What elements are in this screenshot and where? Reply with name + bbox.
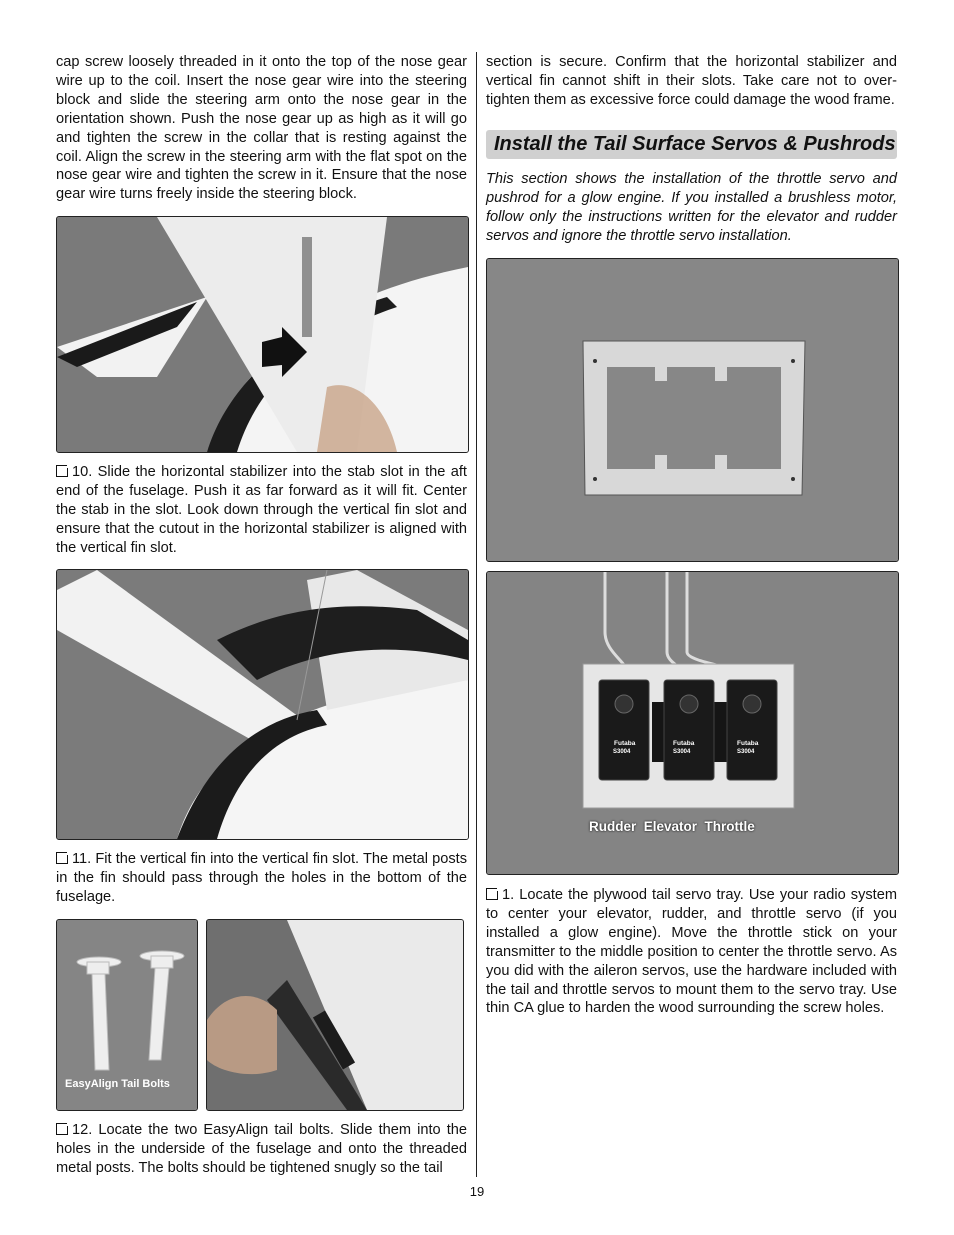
bolt-install-photo: [206, 919, 464, 1111]
column-divider: [476, 52, 477, 1177]
servo-model-label-2: S3004: [673, 749, 691, 755]
step-1: [486, 886, 897, 1018]
servo-tray-photo: [486, 258, 899, 562]
step-10-text: 10. Slide the horizontal stabilizer into the stab slot in the aft end of the fuselage. Push it as far forward as it will fit. Center the stab in the slot. Look down through the vertical fin slot and ensure that the cutout in the horizontal stabilizer is aligned with the vertical fin slot.: [56, 464, 467, 556]
servo-brand-label-3: Futaba: [737, 740, 759, 747]
intro-paragraph: cap screw loosely threaded in it onto the top of the nose gear wire up to the coil. Insert the nose gear wire into the steering block and slide the steering arm onto the nose gear in the orientation shown. Push the nose gear up as high as it will go and tighten the screw in the collar that is resting against the coil. Align the screw in the steering arm with the flat spot on the nose gear wire and tighten the screw in it. Ensure that the nose gear wire turns freely inside the steering block.: [56, 54, 467, 203]
continued-paragraph: section is secure. Confirm that the horizontal stabilizer and vertical fin cannot shift in their slots. Take care not to over-tighten them as excessive force could damage the wood frame.: [486, 54, 897, 108]
tail-bolts-caption: EasyAlign Tail Bolts: [65, 1078, 170, 1090]
checkbox-icon[interactable]: [56, 465, 68, 477]
tail-bolts-photo: [56, 919, 198, 1111]
step-11: [56, 850, 467, 907]
page-number: 19: [469, 1184, 485, 1199]
checkbox-icon[interactable]: [56, 852, 68, 864]
section-heading: [486, 130, 897, 159]
servo-brand-label-2: Futaba: [673, 740, 695, 747]
checkbox-icon[interactable]: [486, 888, 498, 900]
vertical-fin-photo: [56, 569, 469, 840]
step-1-text: 1. Locate the plywood tail servo tray. Use your radio system to center your elevator, rudder, and throttle servo (if you installed a glow engine). Move the throttle stick on your transmitter to the middle position to center the throttle servo. As you did with the aileron servos, use the hardware included with the tail and throttle servos to mount them to the servo tray. Use thin CA glue to harden the wood surrounding the screw holes.: [486, 887, 897, 1017]
servos-photo: [486, 571, 899, 875]
servo-brand-label-1: Futaba: [614, 740, 636, 747]
step-11-text: 11. Fit the vertical fin into the vertical fin slot. The metal posts in the fin should pass through the holes in the bottom of the fuselage.: [56, 851, 467, 905]
checkbox-icon[interactable]: [56, 1123, 68, 1135]
servos-caption: Rudder Elevator Throttle: [589, 819, 755, 834]
section-heading-text: Install the Tail Surface Servos & Pushrods: [494, 133, 896, 155]
step-12: [56, 1121, 467, 1178]
stabilizer-photo: [56, 216, 469, 453]
section-intro: This section shows the installation of the throttle servo and pushrod for a glow engine. If you installed a brushless motor, follow only the instructions written for the elevator and rudder servos and ignore the throttle servo installation.: [486, 171, 897, 244]
step-12-text: 12. Locate the two EasyAlign tail bolts. Slide them into the holes in the underside of the fuselage and onto the threaded metal posts. The bolts should be tightened snugly so the tail: [56, 1122, 467, 1176]
step-10: [56, 463, 467, 558]
servo-model-label-3: S3004: [737, 749, 755, 755]
servo-model-label-1: S3004: [613, 749, 631, 755]
